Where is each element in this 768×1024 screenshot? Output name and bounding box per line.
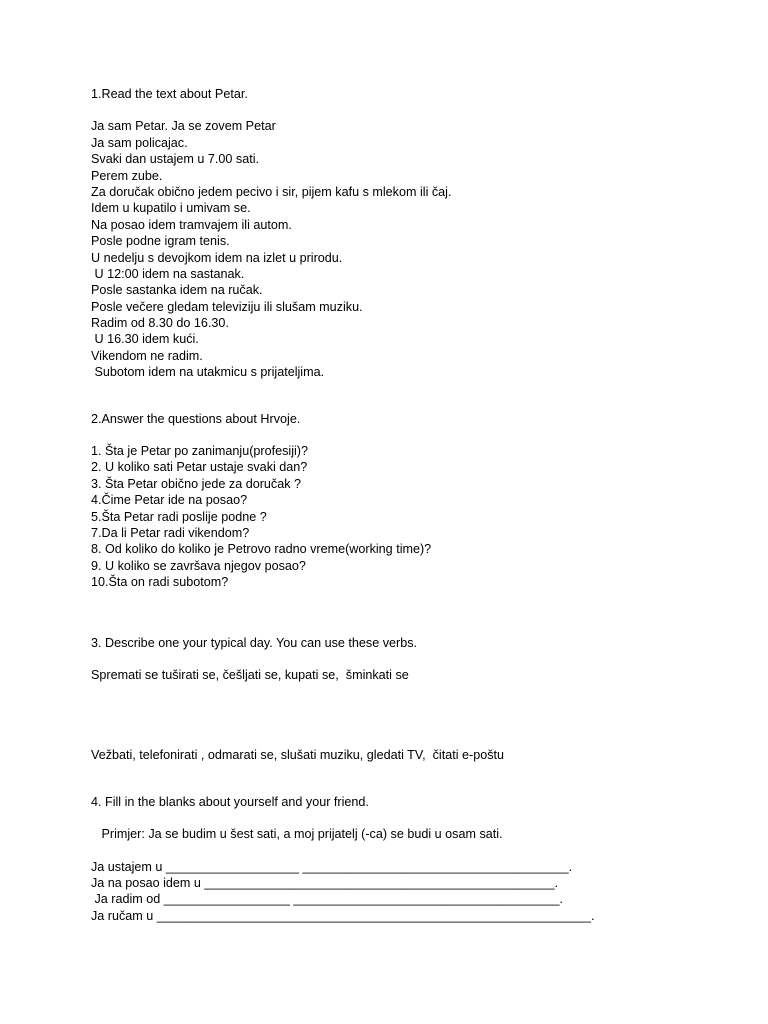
question-item: 4.Čime Petar ide na posao?: [91, 493, 248, 508]
worksheet: [91, 86, 691, 924]
text-line: Idem u kupatilo i umivam se.: [91, 201, 251, 216]
spacer: [91, 764, 691, 794]
blank-line: Ja ustajem u ___________________ ______________________________________.: [91, 859, 573, 874]
spacer: [91, 683, 691, 747]
spacer: [91, 810, 691, 826]
example-sentence: Primjer: Ja se budim u šest sati, a moj prijatelj (-ca) se budi u osam sati.: [91, 827, 503, 842]
question-item: 9. U koliko se završava njegov posao?: [91, 558, 306, 573]
text-line: Za doručak obično jedem pecivo i sir, pijem kafu s mlekom ili čaj.: [91, 184, 452, 199]
section4-heading: 4. Fill in the blanks about yourself and your friend.: [91, 794, 369, 809]
section2-heading: 2.Answer the questions about Hrvoje.: [91, 411, 301, 426]
spacer: [91, 102, 691, 118]
text-line: Subotom idem na utakmicu s prijateljima.: [91, 365, 325, 380]
text-line: U nedelju s devojkom idem na izlet u prirodu.: [91, 250, 343, 265]
text-line: Ja sam Petar. Ja se zovem Petar: [91, 119, 276, 134]
text-line: U 12:00 idem na sastanak.: [91, 266, 245, 281]
text-line: Posle podne igram tenis.: [91, 234, 230, 249]
section3-heading: 3. Describe one your typical day. You can use these verbs.: [91, 635, 417, 650]
blank-line: Ja radim od __________________ ______________________________________.: [91, 892, 564, 907]
text-line: Svaki dan ustajem u 7.00 sati.: [91, 152, 260, 167]
blank-line: Ja ručam u ______________________________________________________________.: [91, 908, 595, 923]
question-item: 3. Šta Petar obično jede za doručak ?: [91, 476, 302, 491]
spacer: [91, 843, 691, 859]
question-item: 2. U koliko sati Petar ustaje svaki dan?: [91, 460, 308, 475]
question-item: 5.Šta Petar radi poslije podne ?: [91, 509, 267, 524]
question-item: 7.Da li Petar radi vikendom?: [91, 525, 250, 540]
text-line: Posle večere gledam televiziju ili slušam muziku.: [91, 299, 363, 314]
spacer: [91, 591, 691, 635]
question-item: 1. Šta je Petar po zanimanju(profesiji)?: [91, 444, 309, 459]
spacer: [91, 381, 691, 411]
text-line: Ja sam policajac.: [91, 135, 188, 150]
fill-in-blanks: [91, 859, 691, 925]
question-list: [91, 443, 691, 591]
verbs-list-2: Vežbati, telefonirati , odmarati se, slušati muziku, gledati TV, čitati e-poštu: [91, 748, 505, 763]
spacer: [91, 651, 691, 667]
text-line: Radim od 8.30 do 16.30.: [91, 316, 229, 331]
text-line: Perem zube.: [91, 168, 163, 183]
question-item: 8. Od koliko do koliko je Petrovo radno vreme(working time)?: [91, 542, 432, 557]
text-line: Posle sastanka idem na ručak.: [91, 283, 263, 298]
text-line: Na posao idem tramvajem ili autom.: [91, 217, 292, 232]
question-item: 10.Šta on radi subotom?: [91, 575, 229, 590]
section1-heading: 1.Read the text about Petar.: [91, 87, 248, 101]
text-line: Vikendom ne radim.: [91, 348, 203, 363]
spacer: [91, 427, 691, 443]
text-line: U 16.30 idem kući.: [91, 332, 199, 347]
petar-text: [91, 118, 691, 380]
verbs-list-1: Spremati se tuširati se, češljati se, kupati se, šminkati se: [91, 667, 409, 682]
blank-line: Ja na posao idem u __________________________________________________.: [91, 875, 559, 890]
